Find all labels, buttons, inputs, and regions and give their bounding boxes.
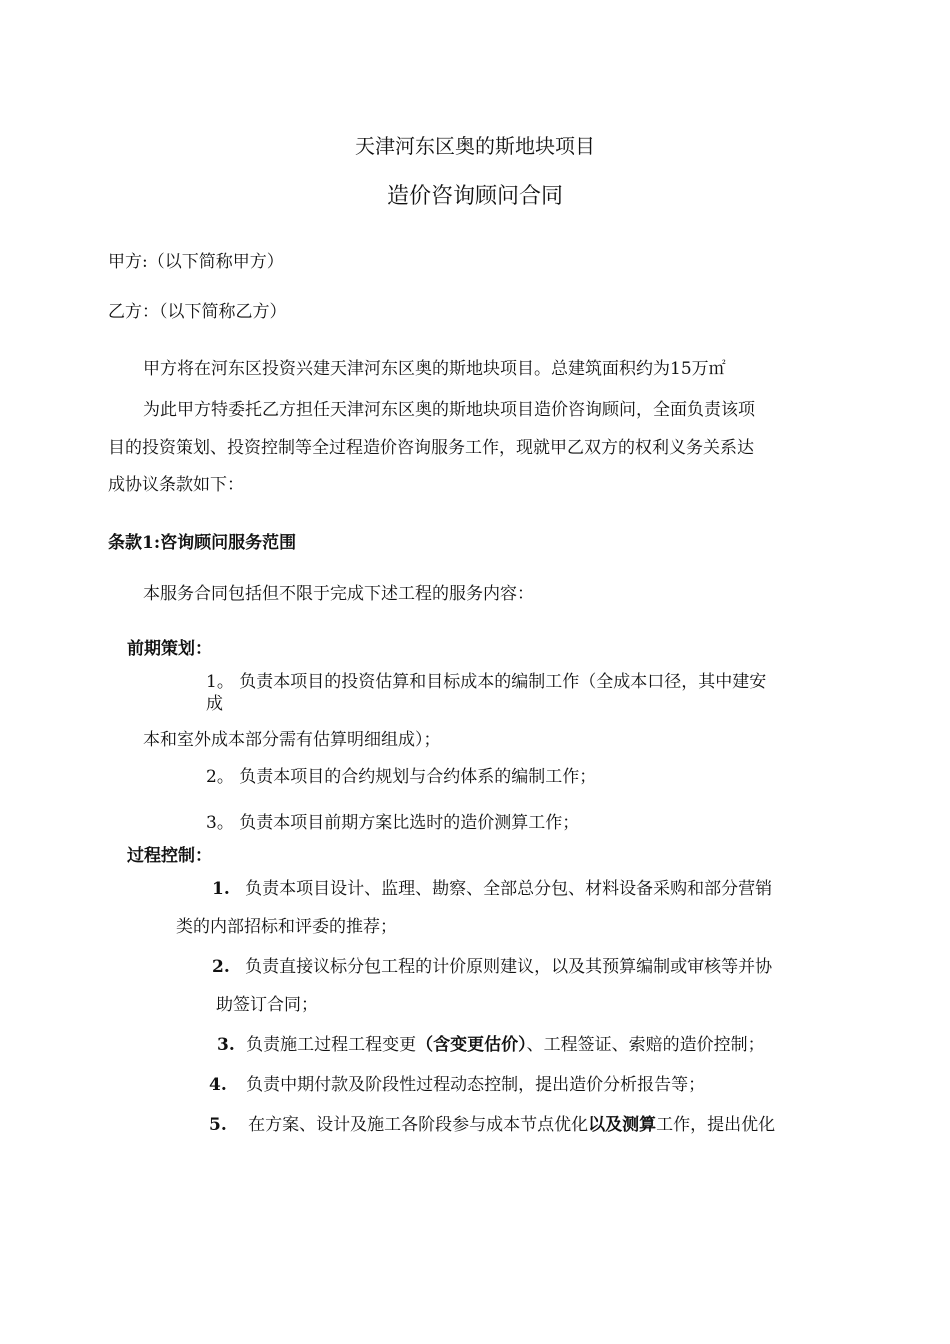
pre-item-2: 2。 负责本项目的合约规划与合约体系的编制工作； — [206, 767, 597, 787]
pre-item-3: 3。 负责本项目前期方案比选时的造价测算工作； — [206, 813, 580, 833]
proc-item-4-num: 4. — [209, 1075, 227, 1095]
clause1-heading: 条款1:咨询顾问服务范围 — [108, 533, 297, 553]
proc-item-2-text: 负责直接议标分包工程的计价原则建议，以及其预算编制或审核等并协 — [245, 957, 773, 977]
proc-item-4 — [209, 1074, 705, 1096]
intro-line-1: 甲方将在河东区投资兴建天津河东区奥的斯地块项目。总建筑面积约为15万㎡ — [143, 359, 726, 379]
proc-item-2 — [212, 956, 772, 978]
title-project: 天津河东区奥的斯地块项目 — [355, 134, 595, 158]
pre-planning-heading: 前期策划： — [127, 639, 212, 659]
proc-item-5-num: 5. — [209, 1115, 227, 1135]
proc-item-3-text: 负责施工过程工程变更 — [246, 1035, 417, 1055]
proc-item-1-text: 负责本项目设计、监理、勘察、全部总分包、材料设备采购和部分营销 — [245, 879, 773, 899]
proc-item-2-num: 2. — [212, 957, 230, 977]
party-b: 乙方：（以下简称乙方） — [108, 302, 287, 322]
proc-item-3 — [217, 1034, 765, 1056]
proc-item-1-num: 1. — [212, 879, 230, 899]
proc-item-3-tail: 、工程签证、索赔的造价控制； — [526, 1035, 765, 1055]
proc-item-3-num: 3. — [217, 1035, 235, 1055]
proc-item-5-text: 在方案、设计及施工各阶段参与成本节点优化 — [248, 1115, 589, 1135]
title-contract: 造价咨询顾问合同 — [386, 184, 563, 209]
proc-item-5 — [209, 1114, 775, 1136]
proc-item-5-bold: 以及测算 — [588, 1115, 657, 1135]
intro-line-4: 成协议条款如下： — [108, 475, 244, 495]
intro-line-2: 为此甲方特委托乙方担任天津河东区奥的斯地块项目造价咨询顾问，全面负责该项 — [143, 400, 755, 420]
clause1-intro: 本服务合同包括但不限于完成下述工程的服务内容： — [143, 584, 534, 604]
pre-item-1: 1。 负责本项目的投资估算和目标成本的编制工作（全成本口径，其中建安 — [206, 672, 767, 692]
proc-item-5-tail: 工作，提出优化 — [656, 1115, 776, 1135]
proc-item-3-bold: （含变更估价） — [416, 1035, 527, 1055]
proc-item-4-text: 负责中期付款及阶段性过程动态控制，提出造价分析报告等； — [246, 1075, 706, 1095]
pre-item-1-cont: 本和室外成本部分需有估算明细组成）； — [143, 730, 441, 750]
pre-item-1-wrap: 成 — [206, 694, 223, 714]
proc-item-1 — [212, 878, 772, 900]
process-control-heading: 过程控制： — [127, 846, 212, 866]
party-a: 甲方:（以下简称甲方） — [108, 252, 284, 272]
proc-item-1-cont: 类的内部招标和评委的推荐； — [176, 917, 397, 937]
proc-item-2-cont: 助签订合同； — [216, 995, 318, 1015]
intro-line-3: 目的投资策划、投资控制等全过程造价咨询服务工作，现就甲乙双方的权利义务关系达 — [108, 438, 754, 458]
